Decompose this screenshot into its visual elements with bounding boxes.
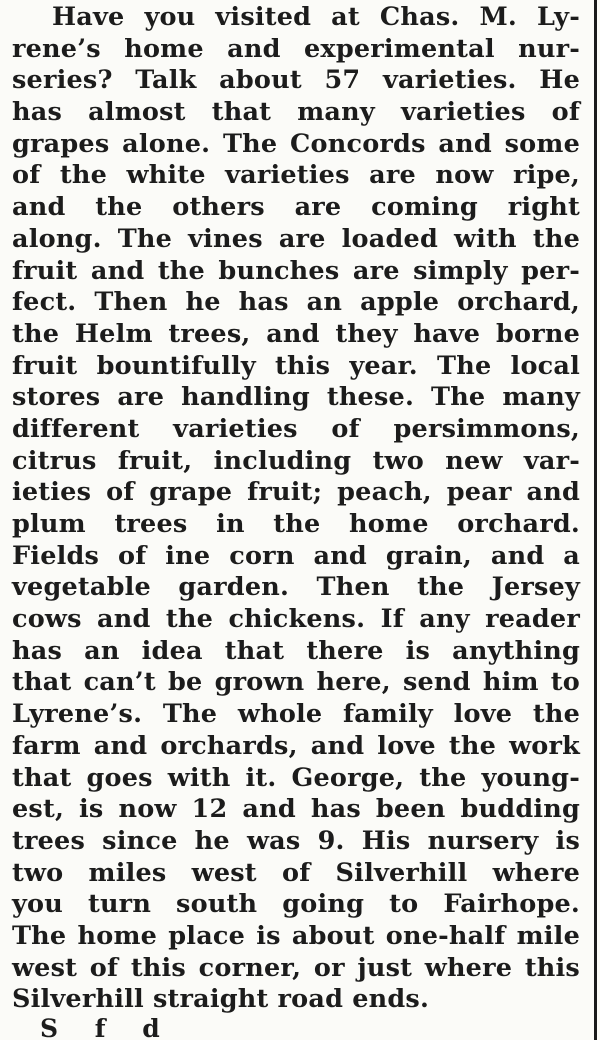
article-line: plum trees in the home orchard. [12, 509, 580, 539]
article-line: series? Talk about 57 varieties. He [12, 65, 580, 96]
article-line: two miles west of Silverhill where [12, 857, 580, 888]
article-line: has an idea that there is anything [12, 635, 580, 666]
article-line: Fields of ine corn and grain, and a [12, 540, 580, 571]
article-line: that goes with it. George, the young- [12, 762, 580, 793]
article-line: and the others are coming right [12, 192, 580, 223]
article-line: fect. Then he has an apple orchard, [12, 287, 580, 318]
article-line: fruit bountifully this year. The local [12, 350, 580, 381]
article-line: ieties of grape fruit; peach, pear and [12, 477, 580, 508]
article-line: has almost that many varieties of [12, 97, 580, 128]
article-line: different varieties of persimmons, [12, 413, 580, 444]
article-line: of the white varieties are now ripe, [12, 160, 580, 191]
article-line: stores are handling these. The many [12, 382, 580, 413]
article-line: grapes alone. The Concords and some [12, 128, 580, 159]
article-line: farm and orchards, and love the work [12, 730, 580, 761]
article-line: Lyrene’s. The whole family love the [12, 699, 580, 730]
article-line: along. The vines are loaded with the [12, 223, 580, 254]
cut-off-text: S f d [40, 1014, 174, 1043]
article-line: Have you visited at Chas. M. Ly- [52, 2, 580, 32]
article-body [12, 0, 580, 1016]
article-line: west of this corner, or just where this [12, 952, 580, 983]
article-line: you turn south going to Fairhope. [12, 889, 580, 920]
article-line: the Helm trees, and they have borne [12, 318, 580, 349]
article-line: trees since he was 9. His nursery is [12, 825, 580, 856]
article-line: fruit and the bunches are simply per- [12, 255, 580, 286]
article-line: citrus fruit, including two new var- [12, 445, 580, 476]
article-line: that can’t be grown here, send him to [12, 667, 580, 698]
column-rule [594, 0, 597, 1040]
article-line: Silverhill straight road ends. [12, 984, 430, 1015]
article-line: vegetable garden. Then the Jersey [12, 572, 580, 603]
article-line: est, is now 12 and has been budding [12, 794, 580, 825]
article-line: cows and the chickens. If any reader [12, 604, 580, 635]
article-line: The home place is about one-half mile [12, 920, 580, 951]
cut-off-next-line [40, 1014, 560, 1050]
article-line: rene’s home and experimental nur- [12, 33, 580, 64]
